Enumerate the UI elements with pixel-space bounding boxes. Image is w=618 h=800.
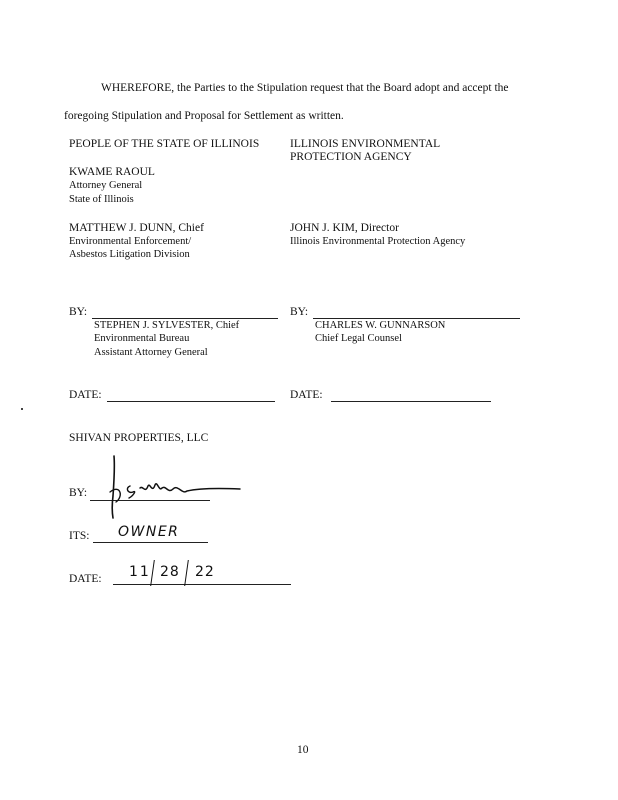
attorney-general-title: Attorney General xyxy=(69,180,143,191)
scan-mark xyxy=(21,408,23,410)
handwritten-signature xyxy=(100,452,250,524)
respondent-date-line xyxy=(113,584,291,585)
left-signature-line xyxy=(92,318,278,319)
respondent-its-line xyxy=(93,542,208,543)
left-date-line xyxy=(107,401,275,402)
left-signer-line-2: Environmental Bureau xyxy=(94,333,190,344)
date-separator-2 xyxy=(184,560,189,586)
left-by-label: BY: xyxy=(69,306,88,318)
attorney-general-name: KWAME RAOUL xyxy=(69,166,155,178)
right-date-line xyxy=(331,401,491,402)
enforcement-chief-line-3: Asbestos Litigation Division xyxy=(69,249,190,260)
respondent-its-label: ITS: xyxy=(69,530,90,542)
right-party-heading-line-1: ILLINOIS ENVIRONMENTAL xyxy=(290,138,441,150)
right-party-heading-line-2: PROTECTION AGENCY xyxy=(290,151,412,163)
left-signer-line-3: Assistant Attorney General xyxy=(94,347,208,358)
respondent-date-year: 22 xyxy=(195,564,215,580)
respondent-its-value: OWNER xyxy=(118,524,180,540)
respondent-name: SHIVAN PROPERTIES, LLC xyxy=(69,432,209,444)
left-party-heading: PEOPLE OF THE STATE OF ILLINOIS xyxy=(69,138,260,150)
agency-director-name: JOHN J. KIM, Director xyxy=(290,222,399,234)
intro-line-2: foregoing Stipulation and Proposal for Settlement as written. xyxy=(64,110,344,122)
right-signer-name: CHARLES W. GUNNARSON xyxy=(315,320,446,331)
attorney-general-org: State of Illinois xyxy=(69,194,134,205)
respondent-by-label: BY: xyxy=(69,487,88,499)
right-date-label: DATE: xyxy=(290,389,323,401)
right-by-label: BY: xyxy=(290,306,309,318)
left-date-label: DATE: xyxy=(69,389,102,401)
enforcement-chief-name: MATTHEW J. DUNN, Chief xyxy=(69,222,204,234)
right-signer-title: Chief Legal Counsel xyxy=(315,333,402,344)
intro-line-1: WHEREFORE, the Parties to the Stipulation request that the Board adopt and accept the xyxy=(101,82,509,94)
respondent-date-label: DATE: xyxy=(69,573,102,585)
respondent-date-day: 28 xyxy=(160,564,180,580)
respondent-date-month: 11 xyxy=(129,564,151,580)
agency-director-org: Illinois Environmental Protection Agency xyxy=(290,236,466,247)
date-separator-1 xyxy=(150,560,155,586)
enforcement-chief-line-2: Environmental Enforcement/ xyxy=(69,236,192,247)
page-number: 10 xyxy=(297,744,309,756)
left-signer-name: STEPHEN J. SYLVESTER, Chief xyxy=(94,320,240,331)
right-signature-line xyxy=(313,318,520,319)
